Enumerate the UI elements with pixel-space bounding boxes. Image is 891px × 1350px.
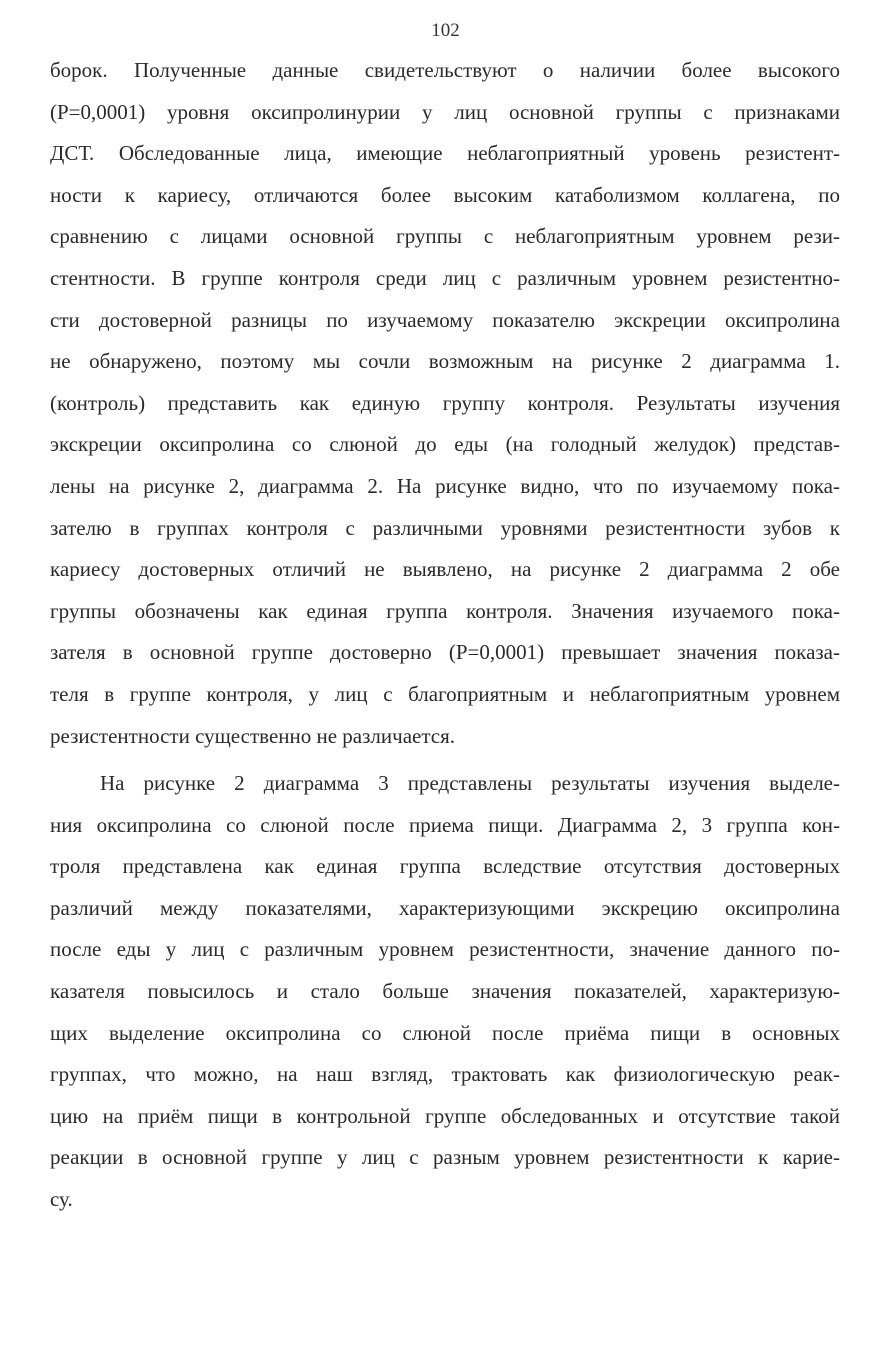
text-line: экскреции оксипролина со слюной до еды (на голодный желудок) представ- xyxy=(50,432,840,457)
text-line: су. xyxy=(50,1187,73,1212)
text-line: казателя повысилось и стало больше значения показателей, характеризую- xyxy=(50,979,840,1004)
text-line: резистентности существенно не различается. xyxy=(50,723,455,748)
text-line: кариесу достоверных отличий не выявлено, на рисунке 2 диаграмма 2 обе xyxy=(50,557,840,582)
text-line: (контроль) представить как единую группу контроля. Результаты изучения xyxy=(50,390,840,415)
text-line: щих выделение оксипролина со слюной после приёма пищи в основных xyxy=(50,1020,840,1045)
text-line: цию на приём пищи в контрольной группе обследованных и отсутствие такой xyxy=(50,1103,840,1128)
text-line: лены на рисунке 2, диаграмма 2. На рисунке видно, что по изучаемому пока- xyxy=(50,473,840,498)
text-line: ности к кариесу, отличаются более высоким катаболизмом коллагена, по xyxy=(50,182,840,207)
text-line: стентности. В группе контроля среди лиц с различным уровнем резистентно- xyxy=(50,265,840,290)
text-line: (Р=0,0001) уровня оксипролинурии у лиц основной группы с признаками xyxy=(50,99,840,124)
text-line: реакции в основной группе у лиц с разным уровнем резистентности к карие- xyxy=(50,1145,840,1170)
text-line: группы обозначены как единая группа контроля. Значения изучаемого пока- xyxy=(50,598,840,623)
text-line: На рисунке 2 диаграмма 3 представлены результаты изучения выделе- xyxy=(100,771,840,796)
paragraph-2 xyxy=(50,763,840,1221)
text-line: зателя в основной группе достоверно (Р=0,0001) превышает значения показа- xyxy=(50,640,840,665)
text-line: различий между показателями, характеризующими экскрецию оксипролина xyxy=(50,895,840,920)
text-line: сти достоверной разницы по изучаемому показателю экскреции оксипролина xyxy=(50,307,840,332)
document-body xyxy=(50,50,840,1221)
text-line: троля представлена как единая группа вследствие отсутствия достоверных xyxy=(50,854,840,879)
text-line: зателю в группах контроля с различными уровнями резистентности зубов к xyxy=(50,515,840,540)
paragraph-1 xyxy=(50,50,840,757)
text-line: сравнению с лицами основной группы с неблагоприятным уровнем рези- xyxy=(50,224,840,249)
page-number: 102 xyxy=(431,20,460,41)
text-line: ДСТ. Обследованные лица, имеющие неблагоприятный уровень резистент- xyxy=(50,141,840,166)
text-line: теля в группе контроля, у лиц с благоприятным и неблагоприятным уровнем xyxy=(50,681,840,706)
text-line: не обнаружено, поэтому мы сочли возможным на рисунке 2 диаграмма 1. xyxy=(50,349,840,374)
text-line: борок. Полученные данные свидетельствуют о наличии более высокого xyxy=(50,58,840,82)
text-line: группах, что можно, на наш взгляд, трактовать как физиологическую реак- xyxy=(50,1062,840,1087)
text-line: после еды у лиц с различным уровнем резистентности, значение данного по- xyxy=(50,937,840,962)
text-line: ния оксипролина со слюной после приема пищи. Диаграмма 2, 3 группа кон- xyxy=(50,812,840,837)
